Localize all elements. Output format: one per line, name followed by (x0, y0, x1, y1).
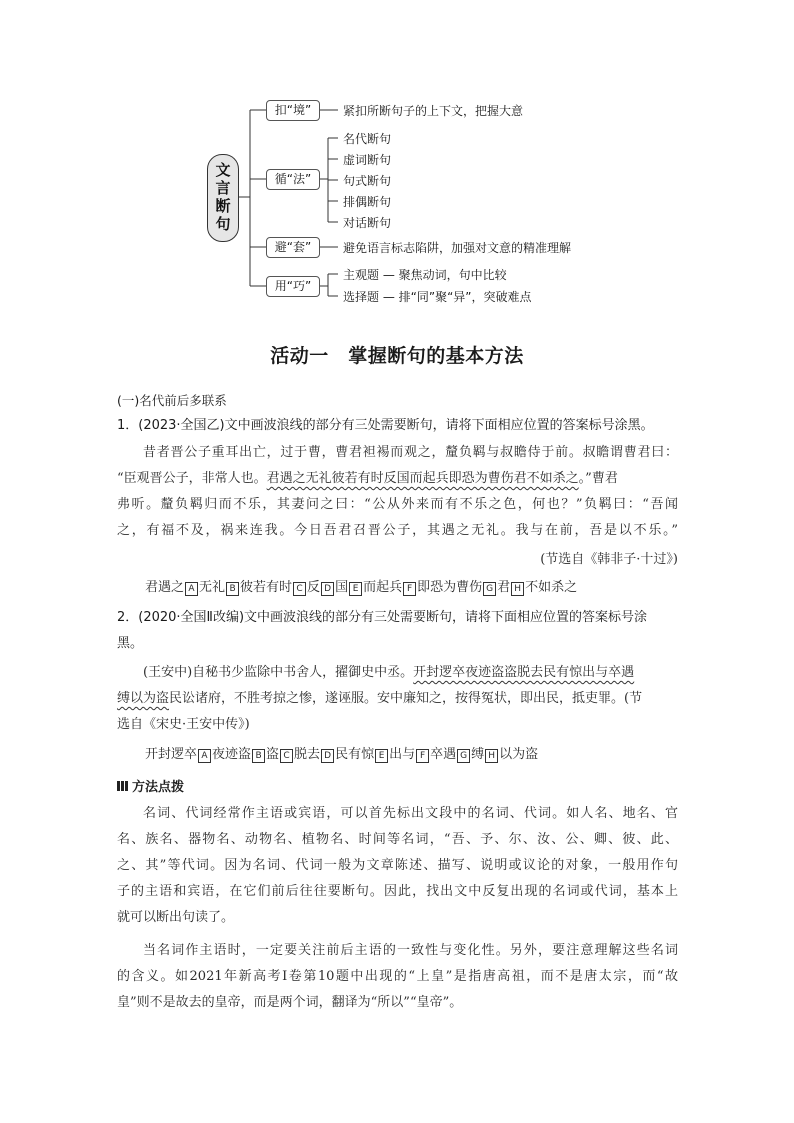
q1-source: (节选自《韩非子·十过》) (540, 552, 678, 567)
q1-answer-segment: 即恐为曹伤 (417, 580, 483, 595)
q2-answer-segment: 出与 (389, 747, 416, 762)
method-heading-label: 方法点拨 (132, 780, 185, 795)
mindmap-item: 句式断句 (343, 174, 392, 188)
q1-answer-box-h[interactable]: H (511, 582, 524, 596)
method-heading (117, 776, 184, 795)
mindmap-item: 避免语言标志陷阱，加强对文意的精准理解 (343, 241, 572, 255)
q1-passage-line-2 (117, 466, 678, 492)
q2-answer-box-f[interactable]: F (416, 749, 429, 763)
q2-prompt-line-2: 黑。 (117, 636, 144, 651)
q2-answer-segment: 夜迹盗 (212, 747, 252, 762)
mindmap-root-label: 文言断句 (213, 162, 232, 234)
q1-answer-box-a[interactable]: A (185, 582, 198, 596)
q2-passage-text: (王安中)自秘书少监除中书舍人，擢御史中丞。 (143, 665, 414, 680)
q2-answer-line (145, 742, 706, 768)
q1-passage-text: “臣观晋公子，非常人也。 (117, 471, 267, 486)
q1-wavy-segment: 君遇之无礼彼若有时反国而起兵即恐为曹伤君不如杀之 (266, 471, 579, 486)
q2-answer-segment: 开封逻卒 (145, 747, 198, 762)
q2-answer-box-e[interactable]: E (375, 749, 388, 763)
q2-passage-line-1 (117, 660, 678, 686)
q2-prompt-line-1: 2．(2020·全国Ⅱ改编)文中画波浪线的部分有三处需要断句，请将下面相应位置的答案标号涂 (117, 610, 648, 625)
method-p1-line-4: 子的主语和宾语，在它们前后往往要断句。因此，找出文中反复出现的名词或代词，基本上 (117, 884, 678, 899)
q1-answer-box-g[interactable]: G (483, 582, 496, 596)
q2-answer-segment: 卒遇 (430, 747, 457, 762)
q1-answer-box-f[interactable]: F (403, 582, 416, 596)
method-bars-icon (117, 781, 127, 791)
q2-wavy-segment: 缚以为盗 (117, 691, 170, 706)
method-p1-line-3: 之、其”等代词。因为名词、代词一般为文章陈述、描写、说明或议论的对象，一般用作句 (117, 858, 678, 873)
q2-answer-segment: 盗 (266, 747, 280, 762)
method-p1-line-5: 就可以断出句读了。 (117, 910, 235, 925)
q2-answer-segment: 以为盗 (499, 747, 539, 762)
activity-title: 活动一 掌握断句的基本方法 (270, 345, 524, 367)
q2-answer-segment: 缚 (471, 747, 485, 762)
mindmap-branch-jing: 扣“境” (266, 100, 320, 121)
q1-answer-segment: 反 (307, 580, 321, 595)
mindmap-item: 选择题 — 排“同”聚“异”，突破难点 (343, 290, 532, 304)
section-heading: (一)名代前后多联系 (117, 393, 227, 408)
q2-answer-box-b[interactable]: B (252, 749, 265, 763)
mindmap-item: 紧扣所断句子的上下文，把握大意 (343, 104, 524, 118)
mindmap-branch-qiao: 用“巧” (266, 276, 320, 297)
q1-answer-line (145, 575, 706, 601)
q2-answer-box-h[interactable]: H (485, 749, 498, 763)
method-p1-line-2: 名、族名、器物名、动物名、植物名、时间等名词，“吾、予、尔、汝、公、卿、彼、此、 (117, 832, 678, 847)
q2-answer-segment: 民有惊 (335, 747, 375, 762)
mindmap-item: 主观题 — 聚焦动词，句中比较 (343, 268, 507, 282)
q2-answer-box-d[interactable]: D (321, 749, 334, 763)
q2-answer-box-c[interactable]: C (280, 749, 293, 763)
q2-passage-line-2 (117, 686, 678, 712)
q1-passage-text: 。”曹君 (578, 471, 618, 486)
q1-answer-segment: 国 (335, 580, 349, 595)
q1-answer-segment: 而起兵 (363, 580, 403, 595)
q1-passage-line-4: 之，有福不及，祸来连我。今日吾君召晋公子，其遇之无礼。我与在前，吾是以不乐。” (117, 523, 678, 538)
q1-answer-segment: 君遇之 (145, 580, 185, 595)
mindmap-branch-fa: 循“法” (266, 169, 320, 190)
mindmap-root (207, 154, 239, 242)
method-p2-line-2: 的含义。如2021年新高考Ⅰ卷第10题中出现的“上皇”是指唐高祖，而不是唐太宗，而“故 (117, 969, 678, 984)
q2-answer-box-a[interactable]: A (198, 749, 211, 763)
q1-passage-line-3: 弗听。釐负羁归而不乐，其妻问之曰：“公从外来而有不乐之色，何也？”负羁曰：“吾闻 (117, 497, 678, 512)
mindmap-item: 名代断句 (343, 132, 392, 146)
q2-passage-text: 民讼诸府，不胜考掠之惨，遂诬服。安中廉知之，按得冤状，即出民，抵吏罪。(节 (169, 691, 643, 706)
q1-answer-box-c[interactable]: C (293, 582, 306, 596)
method-p2-line-3: 皇”则不是故去的皇帝，而是两个词，翻译为“所以”“皇帝”。 (117, 995, 463, 1010)
q2-passage-line-3: 选自《宋史·王安中传》) (117, 717, 250, 732)
method-p2-line-1: 当名词作主语时，一定要关注前后主语的一致性与变化性。另外，要注意理解这些名词 (143, 943, 678, 958)
q1-answer-segment: 不如杀之 (525, 580, 578, 595)
mindmap-item: 虚词断句 (343, 153, 392, 167)
q1-answer-segment: 无礼 (199, 580, 226, 595)
mindmap-item: 排偶断句 (343, 195, 392, 209)
method-p1-line-1: 名词、代词经常作主语或宾语，可以首先标出文段中的名词、代词。如人名、地名、官 (143, 806, 678, 821)
q2-wavy-segment: 开封逻卒夜迹盗盗脱去民有惊出与卒遇 (413, 665, 635, 680)
q2-answer-box-g[interactable]: G (457, 749, 470, 763)
q1-passage-line-1: 昔者晋公子重耳出亡，过于曹，曹君袒裼而观之，釐负羁与叔瞻侍于前。叔瞻谓曹君曰： (143, 445, 678, 460)
mindmap-branch-tao: 避“套” (266, 237, 320, 258)
q1-answer-box-e[interactable]: E (349, 582, 362, 596)
q1-answer-box-b[interactable]: B (226, 582, 239, 596)
q1-answer-segment: 彼若有时 (240, 580, 293, 595)
q2-answer-segment: 脱去 (294, 747, 321, 762)
mindmap-item: 对话断句 (343, 216, 392, 230)
q1-answer-box-d[interactable]: D (321, 582, 334, 596)
q1-answer-segment: 君 (497, 580, 511, 595)
q1-prompt: 1．(2023·全国乙)文中画波浪线的部分有三处需要断句，请将下面相应位置的答案标号涂黑。 (117, 418, 654, 433)
